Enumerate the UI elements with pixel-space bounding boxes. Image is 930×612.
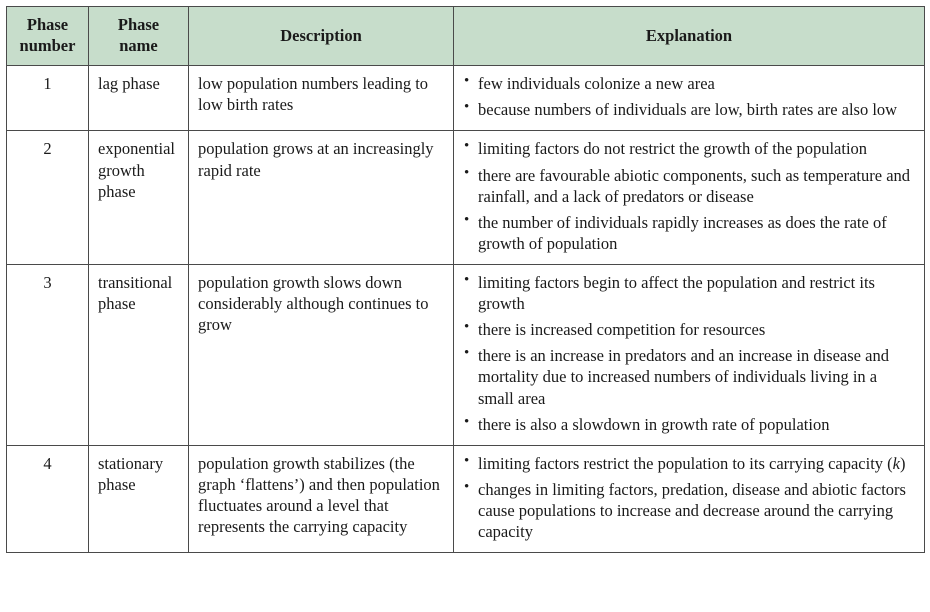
column-header-phase-number [7,7,89,66]
cell-description: low population numbers leading to low birth rates [189,66,454,131]
explanation-list [464,73,916,120]
cell-phase-number: 1 [7,66,89,131]
table-row [7,445,925,552]
cell-explanation [454,66,925,131]
header-line-1: Phase [26,15,69,34]
list-item: • few individuals colonize a new area [464,73,916,94]
list-item: • limiting factors begin to affect the population and restrict its growth [464,272,916,314]
cell-phase-name: transitional phase [89,264,189,445]
cell-phase-name: exponential growth phase [89,131,189,265]
cell-description: population growth stabilizes (the graph ‘flattens’) and then population fluctuates around a level that represents the carrying capacity [189,445,454,552]
column-header-description: Description [189,7,454,66]
cell-phase-number: 4 [7,445,89,552]
explanation-list [464,138,916,254]
population-phases-table [6,6,925,553]
list-item: • there is increased competition for resources [464,319,916,340]
list-item: • the number of individuals rapidly increases as does the rate of growth of population [464,212,916,254]
cell-phase-number: 2 [7,131,89,265]
list-item: • there is also a slowdown in growth rate of population [464,414,916,435]
table-body [7,66,925,553]
list-item: • there are favourable abiotic components, such as temperature and rainfall, and a lack of predators or disease [464,165,916,207]
cell-description: population growth slows down considerably although continues to grow [189,264,454,445]
list-item: • limiting factors restrict the population to its carrying capacity (k) [464,453,916,474]
list-item: • limiting factors do not restrict the growth of the population [464,138,916,159]
list-item: • there is an increase in predators and an increase in disease and mortality due to increased numbers of individuals living in a small area [464,345,916,408]
cell-phase-name: stationary phase [89,445,189,552]
header-line-1: Phase [117,15,160,34]
table-row [7,66,925,131]
table-row [7,131,925,265]
header-line-2: name [119,36,158,56]
cell-explanation [454,131,925,265]
table-header [7,7,925,66]
cell-phase-number: 3 [7,264,89,445]
column-header-explanation: Explanation [454,7,925,66]
explanation-list [464,272,916,435]
cell-explanation [454,445,925,552]
cell-phase-name: lag phase [89,66,189,131]
header-line-2: number [19,36,76,56]
table-header-row [7,7,925,66]
column-header-phase-name [89,7,189,66]
cell-description: population grows at an increasingly rapid rate [189,131,454,265]
cell-explanation [454,264,925,445]
explanation-list [464,453,916,542]
list-item: • because numbers of individuals are low, birth rates are also low [464,99,916,120]
table-row [7,264,925,445]
list-item: • changes in limiting factors, predation, disease and abiotic factors cause populations to increase and decrease around the carrying capacity [464,479,916,542]
